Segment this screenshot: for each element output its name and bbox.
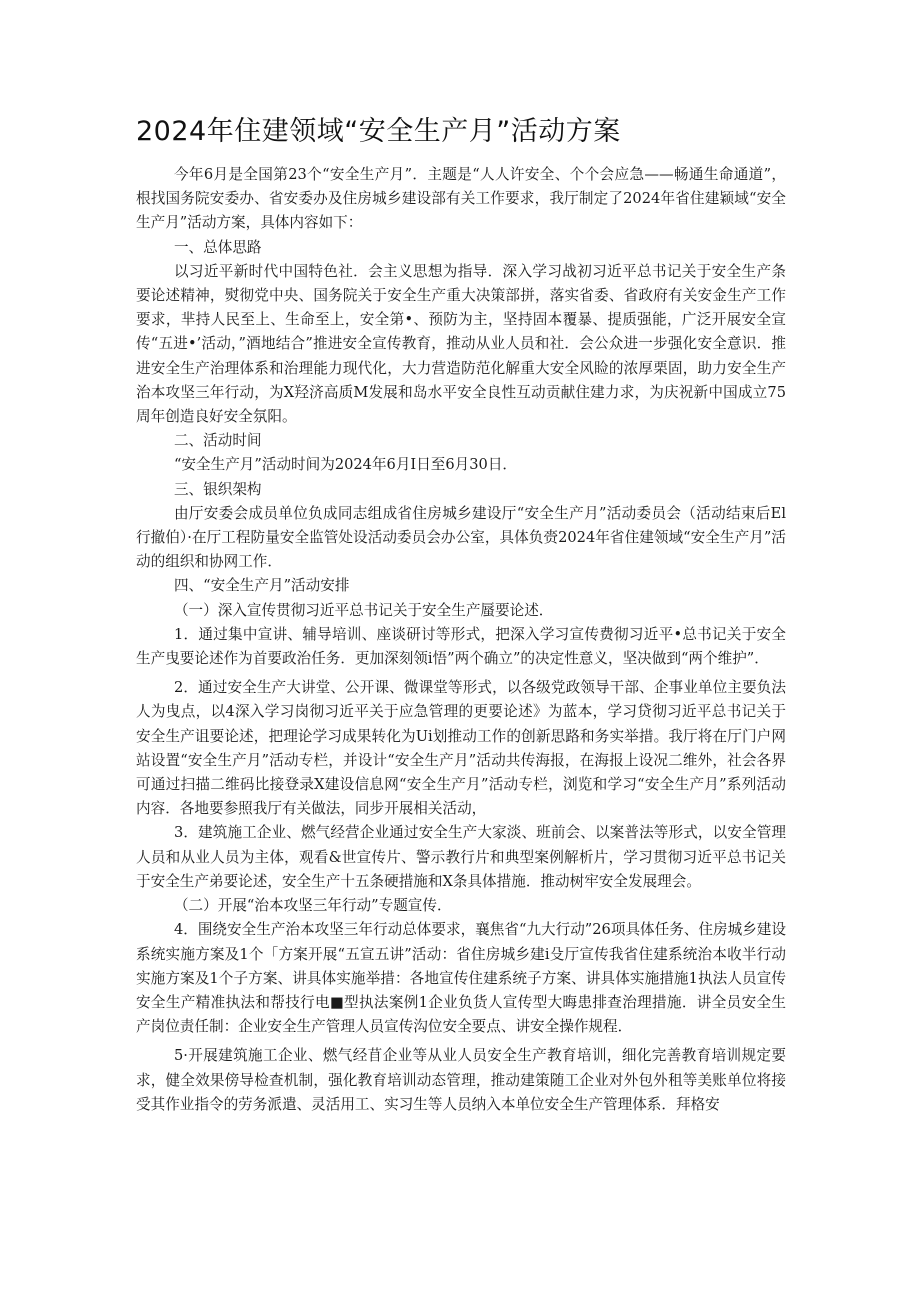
- document-body: [136, 163, 786, 1117]
- section-heading-overall-approach: 一、总体思路: [173, 238, 262, 256]
- section-heading-arrangements: 四、“安全生产月”活动安排: [173, 577, 350, 595]
- item-5-paragraph: 5·开展建筑施工企业、燃气经苜企业等从业人员安全生产教育培训，细化完善教育培训规定要求，健全效果傍导检查机制，强化教育培训动态管理，推动建策随工企业对外包外租等美账单位将接受其作业指令的劳务派遣、灵活用工、实习生等人员纳入本单位安全生产管理体系．拜格安: [136, 1047, 786, 1113]
- item-4-paragraph: 4．围绕安全生产治本攻坚三年行动总体要求，襄焦省“九大行动”26项具体任务、住房城乡建设系统实施方案及1个「方案开展“五宣五讲”活动：省住房城乡建i殳厅宣传我省住建系统治本收半行动实施方案及1个子方案、讲具体实施举措：各地宣传住建系统子方案、讲具体实施措施1执法人员宣传安全生产精准执法和帮技行电■型执法案例1企业负货人宣传型大晦患排查治理措施．讲全员安全生产岗位责任制：企业安全生产管理人员宣传沟位安全要点、讲安全操作规程．: [136, 921, 786, 1036]
- overall-approach-paragraph: 以习近平新时代中国特色社．会主义思想为指导．深入学习战初习近平总书记关于安全生产条要论述精神，熨彻党中央、国务院关于安全生产重大决策部拼，落实省委、省政府有关安金生产工作要求，芈持人民至上、生命至上，安全第•、预防为主，坚持固本覆暴、提质强能，广泛开展安全宣传“五进•’活动，”酒地结合”推进安全宣传教育，推动从业人员和社．会公众进一步强化安全意识．推进安全生产治理体系和治理能力现代化，大力营造防范化解重大安全风睑的浓厚栗固，助力安全生产治本攻坚三年行动，为X羟济高质M发展和岛水平安全良性互动贡献住建力求，为庆祝新中国成立75周年创造良好安全氛阳。: [136, 262, 786, 426]
- item-3-paragraph: 3．建筑施工企业、燃气经营企业通过安全生产大家淡、班前会、以案普法等形式，以安全管理人员和从业人员为主体，观看&世宣传片、警示教行片和典型案例解析片，学习贯彻习近平总书记关于安全生产弟要论述，安全生产十五条硬措施和X条具体措施．推动树牢安全发展理会。: [136, 824, 786, 890]
- subsection-heading-1: （一）深入宣传贯彻习近平总书记关于安全生产蜃要论述．: [173, 601, 554, 619]
- document-title: 2024年住建领域“安全生产月”活动方案: [136, 116, 621, 147]
- activity-time-paragraph: “安全生产月”活动时间为2024年6月I日至6月30日．: [173, 456, 518, 474]
- section-heading-activity-time: 二、活动时间: [173, 432, 262, 450]
- section-heading-organization: 三、银织架构: [173, 480, 262, 498]
- item-1-paragraph: 1．通过集中宣讲、辅导培训、座谈研讨等形式，把深入学习宣传费彻习近平•总书记关于安全生产曳要论述作为首要政治任务．更加深刻领i悟”两个确立”的决定性意义，坚决做到“两个维护”．: [136, 625, 786, 668]
- organization-paragraph: 由厅安委会成员单位负成同志组成省住房城乡建设厅“安全生产月”活动委员会（活动结束后El行撤伯）·在厅工程防量安全监管处设活动委员会办公室，具体负赍2024年省住建领域“安全生产月”活动的组织和协网工作．: [136, 504, 786, 571]
- item-2-paragraph: 2．通过安全生产大讲堂、公开课、微课堂等形式，以各级党政领导干部、企事业单位主要负法人为曳点，以4深入学习岗彻习近平关于应急管理的更要论述》为蓝本，学习贷彻习近平总书记关于安全生产诅要论述，把理论学习成果转化为Ui划推动工作的创新思路和务实举措。我厅将在厅门户网站设置“安全生产月”活动专栏，并设计“安全生产月”活动共传海报，在海报上设况二维外，社会各界可通过扫描二维码比接登录X建设信息网“安全生产月”活动专栏，浏览和学习“安全生产月”系列活动内容．各地要参照我厅有关做法，同步开展相关活动，: [136, 679, 786, 818]
- intro-paragraph: 今年6月是全国第23个“安全生产月”．主题是“人人许安全、个个会应急——畅通生命通道”，根找国务院安委办、省安委办及住房城乡建设部有关工作要求，我厅制定了2024年省住建颖域“安全生产月”活动方案，具体内容如下：: [136, 166, 786, 232]
- subsection-heading-2: （二）开展“治本攻坚三年行动”专题宣传．: [173, 897, 452, 915]
